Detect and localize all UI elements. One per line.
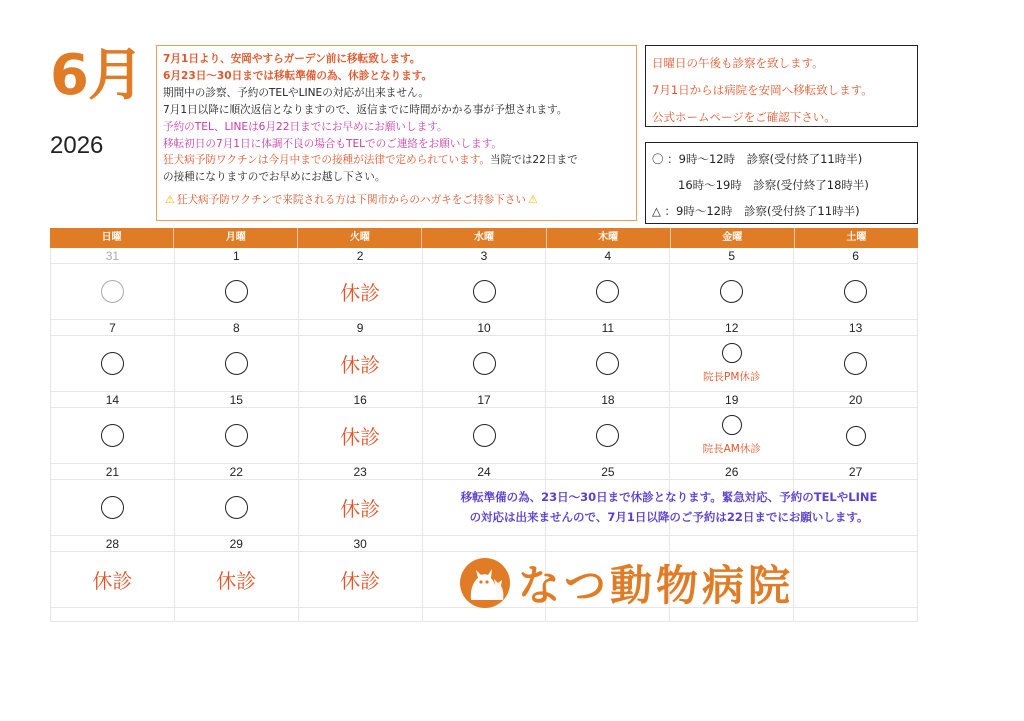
- closed-label: 休診: [340, 569, 381, 593]
- day-cell: [50, 480, 175, 536]
- closed-label: 休診: [340, 353, 381, 377]
- day-cell: [423, 408, 547, 464]
- day-cell: [794, 264, 918, 320]
- closed-label: 休診: [92, 569, 133, 593]
- hours-legend-box: [645, 142, 918, 224]
- weekday-thu: 木曜: [547, 228, 671, 248]
- date-number: 29: [175, 536, 299, 552]
- day-cell: [794, 336, 918, 392]
- date-number: 7: [50, 320, 175, 336]
- date-number: 27: [794, 464, 918, 480]
- closed-label: 休診: [340, 281, 381, 305]
- day-cell: [670, 408, 794, 464]
- open-circle-icon: [225, 280, 248, 303]
- status-row: [50, 336, 918, 392]
- day-cell: [175, 552, 299, 608]
- notice-box: [156, 45, 637, 221]
- open-circle-icon: [844, 280, 867, 303]
- hours-line: 〇 ：9時〜12時 診察(受付終了11時半): [652, 152, 863, 166]
- hours-line: 16時〜19時 診察(受付終了18時半): [678, 178, 869, 192]
- weekday-sun: 日曜: [50, 228, 174, 248]
- doctor-off-note: 院長PM休診: [703, 371, 761, 383]
- date-number: 4: [546, 248, 670, 264]
- date-number: 12: [670, 320, 794, 336]
- open-circle-icon: [225, 424, 248, 447]
- info-box: [645, 45, 918, 127]
- day-cell: [794, 552, 918, 608]
- weekday-tue: 火曜: [298, 228, 422, 248]
- open-circle-icon: [225, 496, 248, 519]
- date-row: [50, 392, 918, 408]
- date-number: 24: [423, 464, 547, 480]
- open-circle-icon: [101, 352, 124, 375]
- day-cell: [546, 264, 670, 320]
- open-circle-icon: [225, 352, 248, 375]
- closed-label: 休診: [216, 569, 257, 593]
- date-row: [50, 464, 918, 480]
- date-number: 28: [50, 536, 175, 552]
- open-circle-icon: [722, 343, 742, 363]
- day-cell: [299, 480, 423, 536]
- day-cell: [299, 264, 423, 320]
- date-number: 6: [794, 248, 918, 264]
- status-row: [50, 264, 918, 320]
- day-cell: [794, 408, 918, 464]
- closed-label: 休診: [340, 497, 381, 521]
- date-number: 9: [299, 320, 423, 336]
- info-line: 公式ホームページをご確認下さい。: [652, 110, 836, 124]
- date-number: 21: [50, 464, 175, 480]
- warning-icon: ⚠: [165, 193, 175, 207]
- empty-cell: [50, 608, 175, 622]
- open-circle-icon: [722, 415, 742, 435]
- notice-line: 7月1日以降に順次返信となりますので、返信までに時間がかかる事が予想されます。: [163, 103, 568, 116]
- vaccine-cont-line: の接種になりますのでお早めにお越し下さい。: [163, 171, 386, 184]
- day-cell: [50, 408, 175, 464]
- day-cell: [299, 336, 423, 392]
- notice-line: 移転初日の7月1日に体調不良の場合もTELでのご連絡をお願いします。: [163, 137, 502, 150]
- doctor-off-note: 院長AM休診: [702, 443, 761, 455]
- open-circle-icon: [473, 352, 496, 375]
- date-number: 23: [299, 464, 423, 480]
- day-cell: [50, 552, 175, 608]
- date-number: [794, 536, 918, 552]
- warning-icon: ⚠: [527, 193, 538, 207]
- notice-line: 期間中の診察、予約のTELやLINEの対応が出来ません。: [163, 86, 429, 99]
- date-number: 13: [794, 320, 918, 336]
- open-circle-icon: [101, 424, 124, 447]
- relocation-notice-line: の対応は出来ませんので、7月1日以降のご予約は22日までにお願いします。: [469, 510, 869, 524]
- date-number: [670, 536, 794, 552]
- day-cell: [175, 264, 299, 320]
- date-number: 8: [175, 320, 299, 336]
- date-number: 3: [423, 248, 547, 264]
- vaccine-law-text: 狂犬病予防ワクチンは今月中までの接種が法律で定められています。: [163, 154, 491, 167]
- day-cell: [423, 336, 547, 392]
- date-number: 26: [670, 464, 794, 480]
- date-number: 10: [423, 320, 547, 336]
- date-number: 2: [299, 248, 423, 264]
- clinic-logo: [458, 553, 794, 613]
- date-number: 18: [546, 392, 670, 408]
- weekday-header: [50, 228, 918, 248]
- warning-line: [163, 192, 630, 209]
- open-circle-icon: [596, 280, 619, 303]
- relocation-notice: [426, 487, 912, 527]
- date-number: 14: [50, 392, 175, 408]
- open-circle-icon: [473, 424, 496, 447]
- day-cell: [175, 336, 299, 392]
- date-number: 11: [546, 320, 670, 336]
- date-number: 1: [175, 248, 299, 264]
- date-number: 31: [50, 248, 175, 264]
- day-cell: [50, 264, 175, 320]
- status-row: [50, 408, 918, 464]
- open-circle-icon: [720, 280, 743, 303]
- open-circle-icon: [101, 280, 124, 303]
- open-circle-icon: [846, 426, 866, 446]
- date-row: [50, 536, 918, 552]
- day-cell: [423, 264, 547, 320]
- cat-dog-silhouette-icon: [458, 556, 512, 610]
- open-circle-icon: [596, 424, 619, 447]
- notice-line: 7月1日より、安岡やすらガーデン前に移転致します。: [163, 53, 421, 65]
- date-number: 25: [546, 464, 670, 480]
- day-cell: [50, 336, 175, 392]
- date-number: 15: [175, 392, 299, 408]
- vaccine-line: [163, 152, 630, 169]
- date-row: [50, 320, 918, 336]
- day-cell: [299, 552, 423, 608]
- empty-cell: [299, 608, 423, 622]
- warning-text: 狂犬病予防ワクチンで来院される方は下関市からのハガキをご持参下さい: [176, 194, 526, 207]
- notice-line: 予約のTEL、LINEは6月22日までにお早めにお願いします。: [163, 120, 448, 133]
- date-number: 22: [175, 464, 299, 480]
- open-circle-icon: [473, 280, 496, 303]
- date-number: [546, 536, 670, 552]
- day-cell: [299, 408, 423, 464]
- open-circle-icon: [596, 352, 619, 375]
- weekday-wed: 水曜: [422, 228, 546, 248]
- hours-line: △ ：9時〜12時 診察(受付終了11時半): [652, 204, 860, 218]
- empty-cell: [794, 608, 918, 622]
- relocation-notice-line: 移転準備の為、23日〜30日まで休診となります。緊急対応、予約のTELやLINE: [460, 490, 878, 504]
- day-cell: [670, 336, 794, 392]
- date-number: 16: [299, 392, 423, 408]
- weekday-mon: 月曜: [174, 228, 298, 248]
- year-label: 2026: [50, 132, 104, 159]
- info-line: 日曜日の午後も診察を致します。: [652, 56, 824, 70]
- day-cell: [175, 408, 299, 464]
- date-number: 30: [299, 536, 423, 552]
- date-number: 5: [670, 248, 794, 264]
- open-circle-icon: [844, 352, 867, 375]
- day-cell: [670, 264, 794, 320]
- date-number: 19: [670, 392, 794, 408]
- weekday-fri: 金曜: [671, 228, 795, 248]
- weekday-sat: 土曜: [846, 232, 867, 243]
- day-cell: [546, 408, 670, 464]
- clinic-name: なつ動物病院: [518, 561, 795, 610]
- date-row: [50, 248, 918, 264]
- date-number: 17: [423, 392, 547, 408]
- day-cell: [175, 480, 299, 536]
- day-cell: [546, 336, 670, 392]
- vaccine-deadline-text: 当院では22日まで: [490, 154, 578, 167]
- empty-cell: [175, 608, 299, 622]
- notice-line: 6月23日〜30日までは移転準備の為、休診となります。: [163, 69, 433, 82]
- date-number: 20: [794, 392, 918, 408]
- closed-label: 休診: [340, 425, 381, 449]
- open-circle-icon: [101, 496, 124, 519]
- info-line: 7月1日からは病院を安岡へ移転致します。: [652, 83, 873, 97]
- date-number: [423, 536, 547, 552]
- month-title: 6月: [50, 43, 143, 108]
